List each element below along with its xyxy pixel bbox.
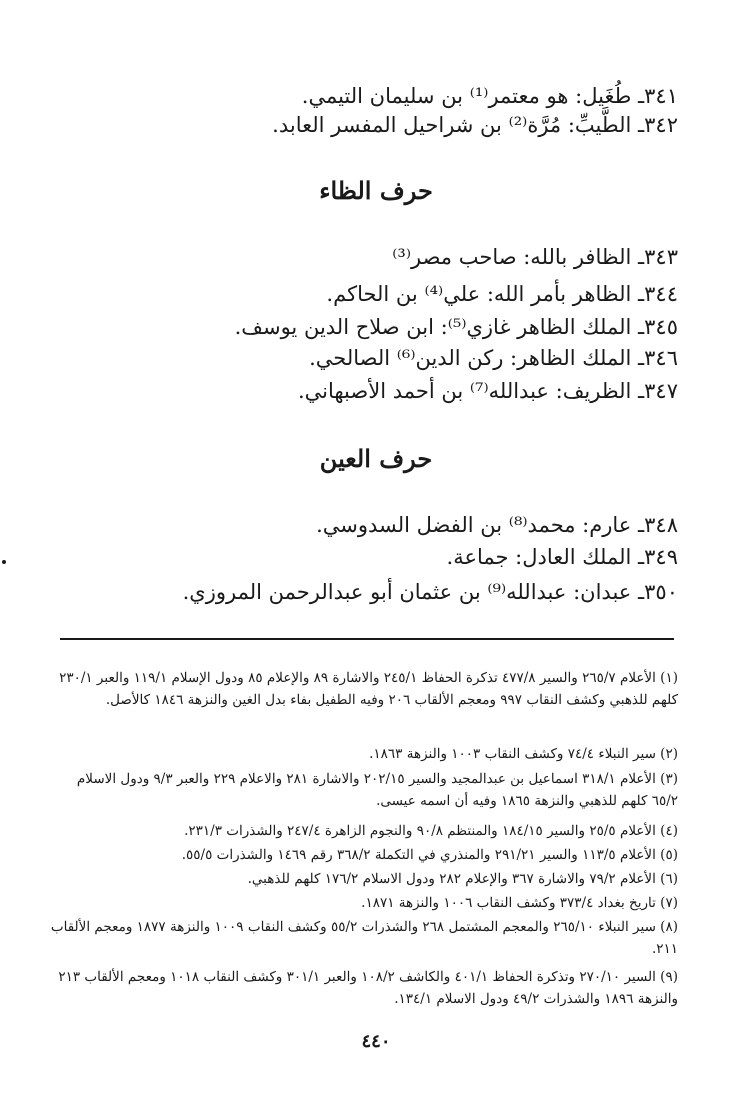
entry-345: ٣٤٥ـ الملك الظاهر غازي⁽⁵⁾: ابن صلاح الدين يوسف.: [234, 315, 678, 339]
footnote-2: (٢) سير النبلاء ٧٤/٤ وكشف النقاب ١٠٠٣ والنزهة ١٨٦٣.: [369, 746, 678, 762]
footnote-4: (٤) الأعلام ٢٥/٥ والسير ١٨٤/١٥ والمنتظم ٩٠/٨ والنجوم الزاهرة ٢٤٧/٤ والشذرات ٢٣١/٣.: [184, 823, 678, 839]
page-number: ٤٤٠: [361, 1031, 391, 1052]
entry-347: ٣٤٧ـ الظريف: عبدالله⁽⁷⁾ بن أحمد الأصبهاني.: [297, 379, 678, 403]
entry-343: ٣٤٣ـ الظافر بالله: صاحب مصر⁽³⁾: [392, 245, 678, 269]
footnote-8: (٨) سير النبلاء ٢٦٥/١٠ والمعجم المشتمل ٢٦٨ والشذرات ٥٥/٢ وكشف النقاب ١٠٠٩ والنزهة ١٨٧٧ ومعجم الألقاب ٢١١.: [50, 919, 678, 957]
page-edge-mark: [2, 560, 6, 564]
entry-341: ٣٤١ـ طُغَيل: هو معتمر⁽¹⁾ بن سليمان التيمي.: [301, 84, 678, 108]
footnote-5: (٥) الأعلام ١١٣/٥ والسير ٢٩١/٢١ والمنذري في التكملة ٣٦٨/٢ رقم ١٤٦٩ والشذرات ٥٥/٥.: [181, 847, 678, 863]
footnote-6: (٦) الأعلام ٧٩/٢ والاشارة ٣٦٧ والإعلام ٢٨٢ ودول الاسلام ١٧٦/٢ كلهم للذهبي.: [247, 871, 678, 887]
section-heading-ayn: حرف العين: [319, 444, 433, 473]
footnote-9: (٩) السير ٢٧٠/١٠ وتذكرة الحفاظ ٤٠١/١ والكاشف ١٠٨/٢ والعبر ٣٠١/١ وكشف النقاب ١٠١٨ ومعجم الألقاب ٢١٣ والنزهة ١٨٩٦ والشذرات ٤٩/٢ ودول الاسلام ١٣٤/١.: [58, 969, 678, 1007]
footnote-7: (٧) تاريخ بغداد ٣٧٣/٤ وكشف النقاب ١٠٠٦ والنزهة ١٨٧١.: [361, 895, 678, 911]
footnote-3: (٣) الأعلام ٣١٨/١ اسماعيل بن عبدالمجيد والسير ٢٠٢/١٥ والاشارة ٢٨١ والاعلام ٢٢٩ والعبر ٩/٣ ودول الاسلام ٦٥/٢ كلهم للذهبي والنزهة ١٨٦٥ وفيه أن اسمه عيسى.: [76, 771, 678, 809]
entry-349: ٣٤٩ـ الملك العادل: جماعة.: [446, 545, 678, 569]
entry-342: ٣٤٢ـ الطَّيبِّ: مُرَّة⁽²⁾ بن شراحيل المفسر العابد.: [272, 113, 678, 137]
entry-344: ٣٤٤ـ الظاهر بأمر الله: علي⁽⁴⁾ بن الحاكم.: [326, 282, 678, 306]
footnote-divider: [60, 638, 674, 640]
entry-346: ٣٤٦ـ الملك الظاهر: ركن الدين⁽⁶⁾ الصالحي.: [309, 346, 678, 370]
footnote-1: (١) الأعلام ٢٦٥/٧ والسير ٤٧٧/٨ تذكرة الحفاظ ٢٤٥/١ والاشارة ٨٩ والإعلام ٨٥ ودول الإسلام ١١٩/١ والعبر ٢٣٠/١ كلهم للذهبي وكشف النقاب ٩٩٧ ومعجم الألقاب ٢٠٦ وفيه الطفيل بفاء بدل الغين والنزهة ١٨٤٦ كالأصل.: [59, 670, 678, 708]
entry-350: ٣٥٠ـ عبدان: عبدالله⁽⁹⁾ بن عثمان أبو عبدالرحمن المروزي.: [182, 580, 678, 604]
section-heading-zah: حرف الظاء: [319, 176, 433, 205]
entry-348: ٣٤٨ـ عارم: محمد⁽⁸⁾ بن الفضل السدوسي.: [316, 513, 678, 537]
